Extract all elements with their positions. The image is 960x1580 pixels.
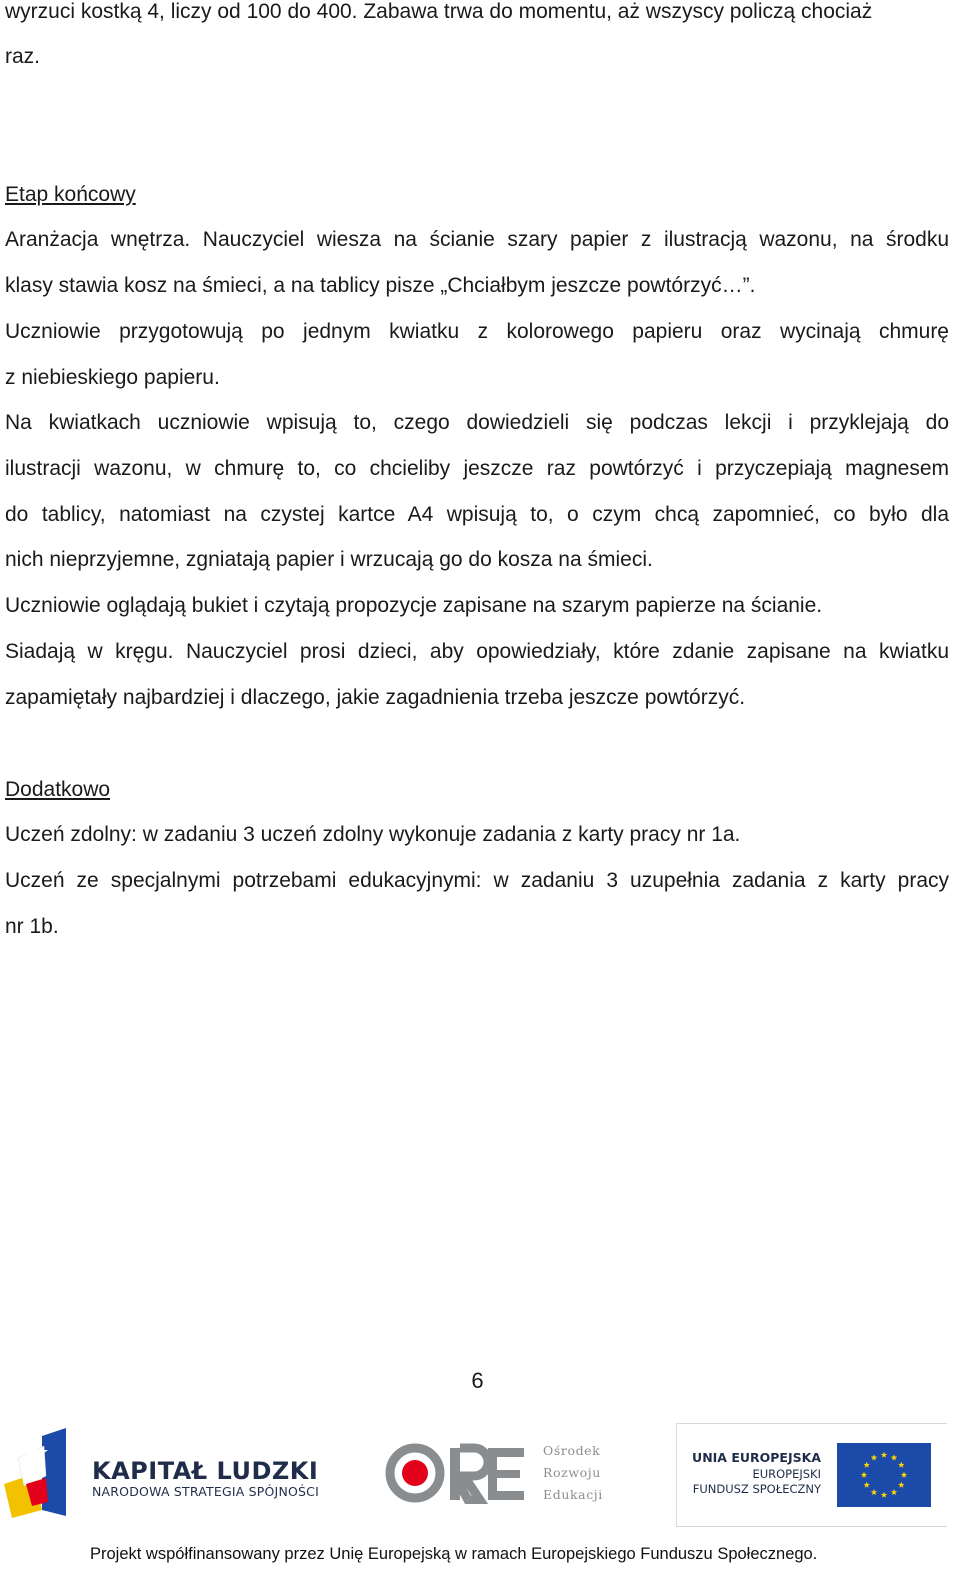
eu-logo	[676, 1423, 947, 1527]
ore-word-3: Edukacji	[543, 1487, 603, 1502]
eu-line-3: FUNDUSZ SPOŁECZNY	[692, 1482, 821, 1496]
extra-line-2: Uczeń ze specjalnymi potrzebami edukacyjnymi: w zadaniu 3 uzupełnia zadania z karty pracy	[5, 869, 949, 892]
para-line-6: ilustracji wazonu, w chmurę to, co chcieliby jeszcze raz powtórzyć i przyczepiają magnesem	[5, 457, 949, 480]
extra-line-3: nr 1b.	[5, 915, 59, 938]
para-line-2: klasy stawia kosz na śmieci, a na tablicy pisze „Chciałbym jeszcze powtórzyć…”.	[5, 274, 756, 297]
ore-word-1: Ośrodek	[543, 1443, 601, 1458]
para-line-8: nich nieprzyjemne, zgniatają papier i wrzucają go do kosza na śmieci.	[5, 548, 653, 571]
para-line-4: z niebieskiego papieru.	[5, 366, 220, 389]
para-line-10: Siadają w kręgu. Nauczyciel prosi dzieci, aby opowiedziały, które zdanie zapisane na kwiatku	[5, 640, 949, 663]
ore-word-2: Rozwoju	[543, 1465, 601, 1480]
body-line-1: wyrzuci kostką 4, liczy od 100 do 400. Zabawa trwa do momentu, aż wszyscy policzą chociaż	[5, 0, 873, 23]
ore-emblem-icon	[384, 1442, 526, 1504]
para-line-5: Na kwiatkach uczniowie wpisują to, czego dowiedzieli się podczas lekcji i przyklejają do	[5, 411, 949, 434]
kapital-ludzki-title: KAPITAŁ LUDZKI	[92, 1457, 319, 1485]
heading-dodatkowo: Dodatkowo	[5, 778, 111, 801]
eu-line-1: UNIA EUROPEJSKA	[692, 1450, 821, 1465]
para-line-1: Aranżacja wnętrza. Nauczyciel wiesza na ścianie szary papier z ilustracją wazonu, na środku	[5, 228, 949, 251]
para-line-7: do tablicy, natomiast na czystej kartce A4 wpisują to, o czym chcą zapomnieć, co było dla	[5, 503, 949, 526]
footer-cofinancing-text: Projekt współfinansowany przez Unię Europejską w ramach Europejskiego Funduszu Społecznego.	[90, 1545, 818, 1563]
eu-flag-icon	[837, 1443, 931, 1507]
extra-line-1: Uczeń zdolny: w zadaniu 3 uczeń zdolny wykonuje zadania z karty pracy nr 1a.	[5, 823, 741, 846]
body-line-2: raz.	[5, 45, 41, 68]
para-line-9: Uczniowie oglądają bukiet i czytają propozycje zapisane na szarym papierze na ścianie.	[5, 594, 823, 617]
page-number: 6	[471, 1368, 484, 1393]
heading-etap-koncowy: Etap końcowy	[5, 183, 136, 206]
kapital-ludzki-emblem-icon	[4, 1428, 88, 1520]
para-line-11: zapamiętały najbardziej i dlaczego, jakie zagadnienia trzeba jeszcze powtórzyć.	[5, 686, 746, 709]
kapital-ludzki-subtitle: NARODOWA STRATEGIA SPÓJNOŚCI	[92, 1484, 319, 1499]
para-line-3: Uczniowie przygotowują po jednym kwiatku z kolorowego papieru oraz wycinają chmurę	[5, 320, 949, 343]
eu-line-2: EUROPEJSKI	[752, 1467, 821, 1481]
